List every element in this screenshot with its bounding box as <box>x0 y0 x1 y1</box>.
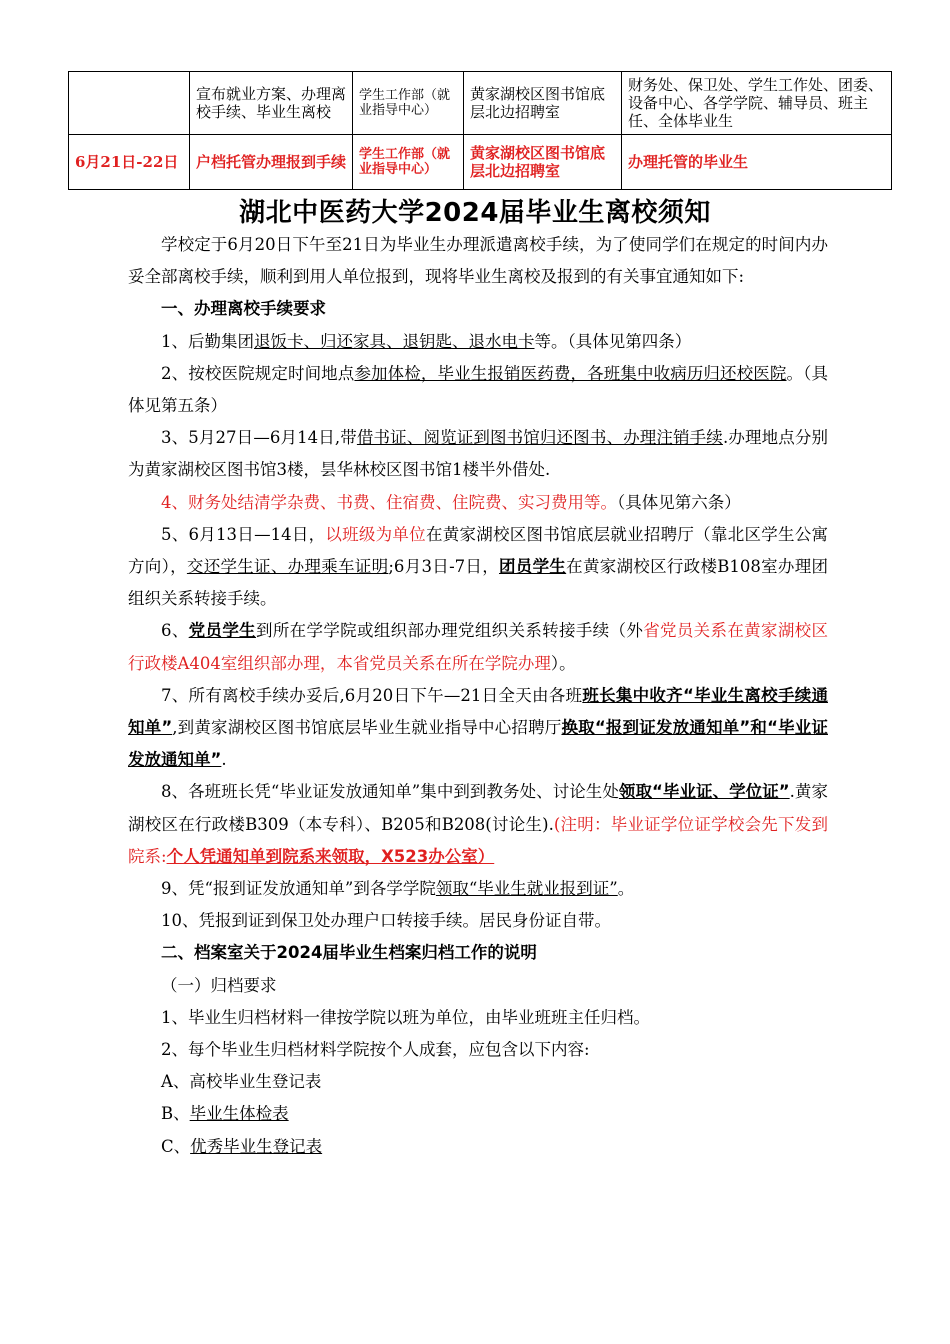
section-heading: 二、档案室关于2024届毕业生档案归档工作的说明 <box>161 943 537 963</box>
text: 5、6月13日—14日， <box>161 524 326 544</box>
table-cell-people: 办理托管的毕业生 <box>622 135 892 190</box>
list-item <box>128 680 828 777</box>
table-cell-dept: 学生工作部（就业指导中心） <box>353 72 464 135</box>
highlighted-text: 以班级为单位 <box>325 524 426 544</box>
text: 等。（具体见第四条） <box>534 331 692 351</box>
list-item <box>128 422 828 486</box>
highlighted-text: 4、财务处结清学杂费、书费、住宿费、住院费、实习费用等。 <box>161 492 617 512</box>
table-cell-date <box>69 72 190 135</box>
list-item: 10、凭报到证到保卫处办理户口转接手续。居民身份证自带。 <box>161 911 611 931</box>
text: 。（具体见第五条） <box>128 363 829 416</box>
list-item <box>128 615 828 679</box>
text: ;6月3日-7日， <box>388 557 499 577</box>
list-item <box>128 358 828 422</box>
table-cell-item: 户档托管办理报到手续 <box>190 135 353 190</box>
text: （具体见第六条） <box>617 492 741 512</box>
text: 1、后勤集团 <box>161 331 254 351</box>
text: 。 <box>617 879 635 899</box>
table-row <box>69 72 892 135</box>
text: 7、所有离校手续办妥后,6月20日下午—21日全天由各班 <box>161 685 583 705</box>
underlined-text: 交还学生证、办理乘车证明 <box>186 557 389 577</box>
text: 到所在学学院或组织部办理党组织关系转接手续（外 <box>256 621 644 641</box>
list-item <box>128 873 828 905</box>
text: 在黄家湖校区行政楼B108室办理团组织关系转接手续。 <box>128 557 829 609</box>
table-cell-dept: 学生工作部（就业指导中心） <box>353 135 464 190</box>
underlined-text: 借书证、阅览证到图书馆归还图书、办理注销手续 <box>356 428 723 448</box>
list-item: 1、毕业生归档材料一律按学院以班为单位，由毕业班班主任归档。 <box>161 1007 650 1027</box>
list-item: 2、每个毕业生归档材料学院按个人成套，应包含以下内容: <box>161 1040 590 1060</box>
document-body <box>128 229 828 1163</box>
underlined-text: 退饭卡、归还家具、退钥匙、退水电卡 <box>254 331 535 351</box>
underlined-text: 优秀毕业生登记表 <box>190 1136 323 1156</box>
text: .办理地点分别为黄家湖校区图书馆3楼，昙华林校区图书馆1楼半外借处. <box>128 428 829 480</box>
bold-underlined-text: 班长集中收齐“毕业生离校手续通知单” <box>128 685 828 738</box>
text: . <box>221 750 227 770</box>
list-item <box>128 326 828 358</box>
bold-underlined-text: 党员学生 <box>188 621 257 641</box>
list-item <box>128 519 828 616</box>
highlighted-text: 省党员关系在黄家湖校区行政楼A404室组织部办理，本省党员关系在所在学院办理 <box>128 621 829 673</box>
table-cell-place: 黄家湖校区图书馆底层北边招聘室 <box>464 135 622 190</box>
bold-underlined-text: 领取“毕业证、学位证” <box>618 782 790 802</box>
text: C、 <box>161 1136 191 1156</box>
underlined-text: 毕业生体检表 <box>189 1104 289 1124</box>
table-cell-place: 黄家湖校区图书馆底层北边招聘室 <box>464 72 622 135</box>
bold-underlined-highlighted-text: 个人凭通知单到院系来领取，X523办公室） <box>166 846 495 866</box>
text: 2、按校医院规定时间地点 <box>161 363 355 383</box>
intro-paragraph: 学校定于6月20日下午至21日为毕业生办理派遣离校手续，为了使同学们在规定的时间内办妥全部离校手续，顺利到用人单位报到，现将毕业生离校及报到的有关事宜通知如下: <box>128 235 828 287</box>
list-item <box>128 1131 828 1163</box>
text: 在黄家湖校区图书馆底层就业招聘厅（靠北区学生公寓方向）， <box>128 524 829 577</box>
list-item <box>128 776 828 873</box>
list-item: A、高校毕业生登记表 <box>161 1072 322 1092</box>
document-title: 湖北中医药大学2024届毕业生离校须知 <box>239 198 711 228</box>
list-item <box>128 1098 828 1130</box>
underlined-text: 领取“毕业生就业报到证” <box>435 879 618 899</box>
section-heading: 一、办理离校手续要求 <box>161 299 326 319</box>
table-cell-date: 6月21日-22日 <box>69 135 190 190</box>
table-row <box>69 135 892 190</box>
list-item <box>128 487 828 519</box>
table-cell-item: 宣布就业方案、办理离校手续、毕业生离校 <box>190 72 353 135</box>
text: .黄家湖校区在行政楼B309（本专科）、B205和B208(讨论生). <box>128 782 828 834</box>
text: B、 <box>161 1104 190 1124</box>
bold-underlined-text: 团员学生 <box>499 557 567 577</box>
text: 8、各班班长凭“毕业证发放通知单”集中到到教务处、讨论生处 <box>161 782 619 802</box>
text: ,到黄家湖校区图书馆底层毕业生就业指导中心招聘厅 <box>172 718 562 738</box>
text: ）。 <box>550 653 576 673</box>
subsection-heading: （一）归档要求 <box>161 975 277 995</box>
underlined-text: 参加体检，毕业生报销医药费，各班集中收病历归还校医院 <box>354 363 787 383</box>
text: 9、凭“报到证发放通知单”到各学学院 <box>161 879 436 899</box>
schedule-table <box>68 71 892 190</box>
text: 3、5月27日—6月14日,带 <box>161 428 357 448</box>
table-cell-people: 财务处、保卫处、学生工作处、团委、设备中心、各学学院、辅导员、班主任、全体毕业生 <box>622 72 892 135</box>
text: 6、 <box>161 621 189 641</box>
highlighted-text: (注明：毕业证学位证学校会先下发到院系: <box>128 814 828 866</box>
bold-underlined-text: 换取“报到证发放通知单”和“毕业证发放通知单” <box>128 718 828 770</box>
